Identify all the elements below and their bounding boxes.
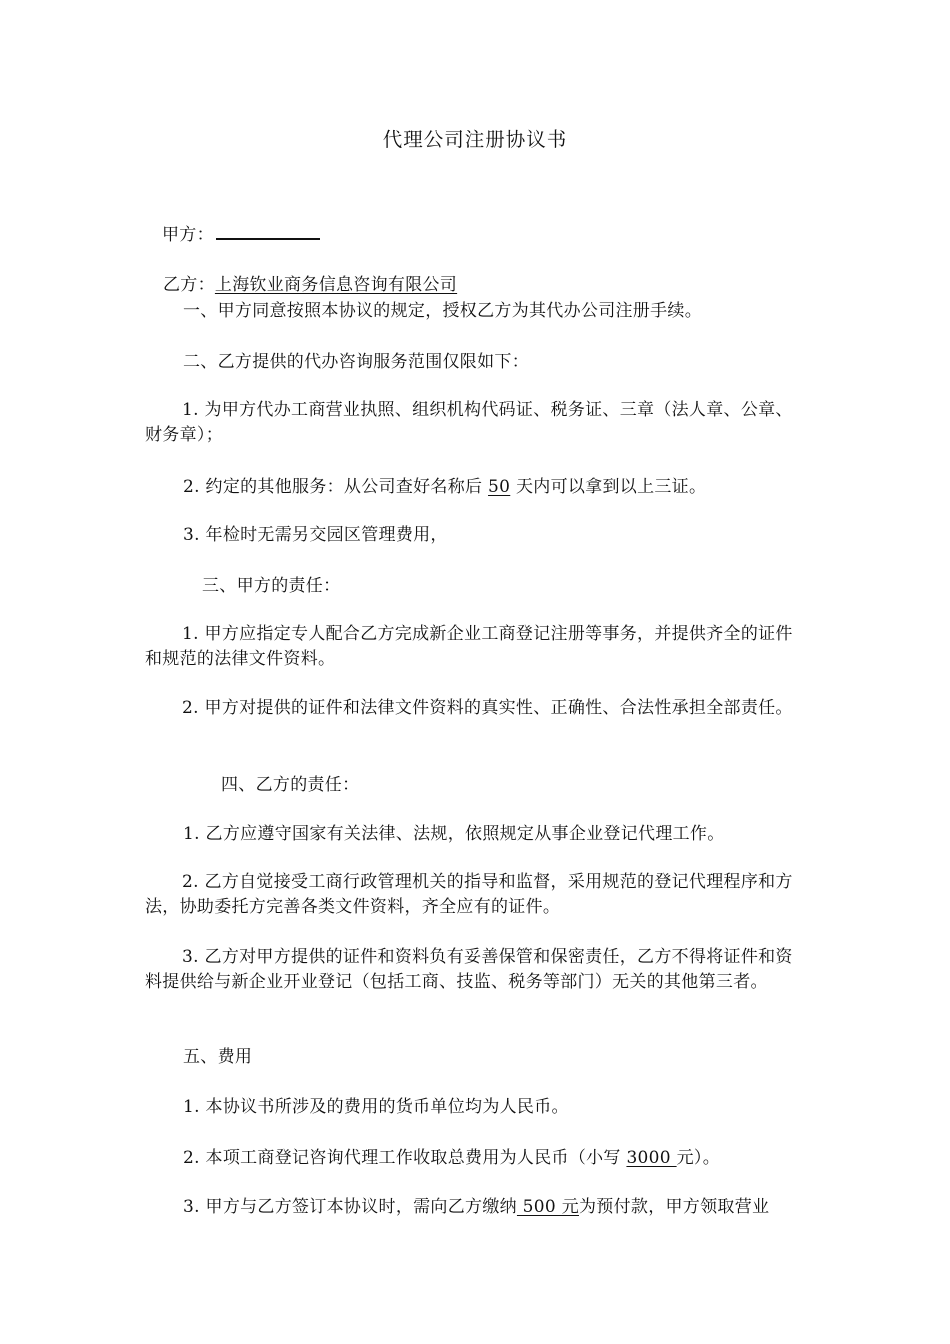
section-2-heading: 二、乙方提供的代办咨询服务范围仅限如下： xyxy=(183,352,529,372)
section-5-item-3 xyxy=(183,1194,848,1220)
section-5-item-1: 1. 本协议书所涉及的费用的货币单位均为人民币。 xyxy=(183,1097,569,1117)
item-2-pre: 2. 本项工商登记咨询代理工作收取总费用为人民币（小写 xyxy=(183,1148,627,1168)
item-2-post: 元）。 xyxy=(676,1148,721,1168)
section-2-item-2 xyxy=(183,474,848,500)
party-a-label: 甲方： xyxy=(162,225,214,245)
section-4-item-1: 1. 乙方应遵守国家有关法律、法规，依照规定从事企业登记代理工作。 xyxy=(183,824,725,844)
prepayment-value: 500 元 xyxy=(516,1197,579,1217)
section-5-item-2 xyxy=(183,1145,848,1171)
days-value: 50 xyxy=(488,477,511,497)
section-3-item-2: 2. 甲方对提供的证件和法律文件资料的真实性、正确性、合法性承担全部责任。 xyxy=(182,698,793,718)
section-2-item-3: 3. 年检时无需另交园区管理费用， xyxy=(183,525,448,545)
party-b-label: 乙方： xyxy=(163,275,215,295)
total-fee-value: 3000 xyxy=(626,1148,677,1168)
section-3-heading: 三、甲方的责任： xyxy=(202,576,341,596)
section-5-heading: 五、费用 xyxy=(183,1047,253,1067)
item-3-post: 为预付款，甲方领取营业 xyxy=(579,1197,770,1217)
section-4-item-2: 2. 乙方自觉接受工商行政管理机关的指导和监督，采用规范的登记代理程序和方法，协助委托方完善各类文件资料，齐全应有的证件。 xyxy=(145,872,793,917)
item-2-pre: 2. 约定的其他服务：从公司查好名称后 xyxy=(183,477,489,497)
party-a-blank-field[interactable] xyxy=(216,223,320,240)
item-2-post: 天内可以拿到以上三证。 xyxy=(510,477,707,497)
document-title: 代理公司注册协议书 xyxy=(382,128,568,151)
item-3-pre: 3. 甲方与乙方签订本协议时，需向乙方缴纳 xyxy=(183,1197,517,1217)
section-4-item-3: 3. 乙方对甲方提供的证件和资料负有妥善保管和保密责任，乙方不得将证件和资料提供给与新企业开业登记（包括工商、技监、税务等部门）无关的其他第三者。 xyxy=(145,947,793,992)
clause-1: 一、甲方同意按照本协议的规定，授权乙方为其代办公司注册手续。 xyxy=(183,301,702,321)
section-3-item-1: 1. 甲方应指定专人配合乙方完成新企业工商登记注册等事务，并提供齐全的证件和规范的法律文件资料。 xyxy=(145,624,793,669)
section-2-item-1: 1. 为甲方代办工商营业执照、组织机构代码证、税务证、三章（法人章、公章、财务章）； xyxy=(145,400,793,445)
party-b-name: 上海钦业商务信息咨询有限公司 xyxy=(214,275,458,295)
section-4-heading: 四、乙方的责任： xyxy=(221,775,360,795)
party-a-line xyxy=(162,222,827,248)
party-b-line xyxy=(163,272,828,298)
